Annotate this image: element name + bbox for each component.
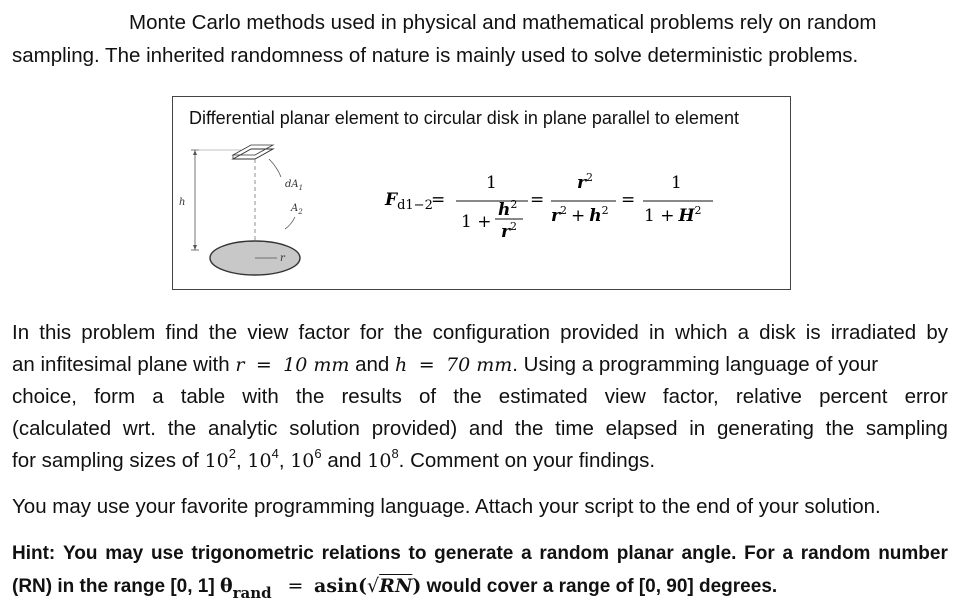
problem-line-4-word: in	[689, 417, 706, 440]
hint-line-1-word: For	[744, 543, 775, 564]
intro-line-2: sampling. The inherited randomness of nature is mainly used to solve deterministic problems.	[12, 44, 859, 67]
problem-line-1-word: problem	[81, 321, 156, 344]
problem-line-2: an infitesimal plane with r = 10 mm and h = 70 mm. Using a programming language of your	[12, 353, 879, 376]
problem-line-3-word: relative	[735, 385, 802, 408]
problem-line-4-word: sampling	[865, 417, 948, 440]
problem-line-1-word: the	[208, 321, 238, 344]
svg-text:r2+h2: $r^2 + h^2$	[551, 204, 609, 226]
problem-line-1-word: view	[247, 321, 289, 344]
problem-line-4	[12, 416, 948, 442]
problem-line-3-word: the	[295, 385, 325, 408]
problem-line-3-word: factor,	[662, 385, 719, 408]
svg-text:r2: $r^2$	[501, 220, 517, 242]
problem-line-1-word: the	[394, 321, 423, 344]
problem-line-3-word: with	[242, 385, 279, 408]
r-label: r	[280, 253, 285, 264]
problem-line-3-word: table	[180, 385, 226, 408]
problem-line-4-word: the	[825, 417, 855, 440]
planar-element-icon	[233, 145, 273, 159]
hint-line-1-word: You	[62, 543, 98, 564]
problem-line-1-word: for	[359, 321, 384, 344]
h-label: h	[179, 197, 186, 208]
problem-line-4-word: provided)	[371, 417, 458, 440]
hint-line-1-word: random	[539, 543, 610, 564]
height-dimension	[179, 150, 241, 250]
hint-line-1-word: Hint:	[12, 543, 56, 564]
problem-line-3-word: of	[418, 385, 437, 408]
hint-line-1-word: may	[105, 543, 144, 564]
figure-box	[172, 96, 791, 290]
problem-line-1-word: by	[926, 321, 948, 344]
problem-line-3-word: estimated	[498, 385, 588, 408]
A2-label: $A_2$	[291, 203, 303, 216]
problem-line-1-word: in	[648, 321, 665, 344]
hint-line-1-word: random	[800, 543, 871, 564]
problem-line-1-word: irradiated	[830, 321, 917, 344]
problem-line-1-word: which	[675, 321, 728, 344]
intro-line-1: Monte Carlo methods used in physical and mathematical problems rely on random	[129, 11, 877, 34]
problem-line-4-word: generating	[716, 417, 814, 440]
problem-line-3-word: error	[904, 385, 948, 408]
problem-line-1	[12, 320, 948, 346]
svg-text:h2: $h^2$	[498, 198, 518, 220]
problem-line-4-word: solution	[289, 417, 360, 440]
svg-text:1 +H2: $1 + H^2$	[644, 204, 702, 226]
view-factor-formula	[384, 171, 713, 242]
problem-line-4-word: elapsed	[605, 417, 678, 440]
problem-line-3-word: view	[604, 385, 646, 408]
problem-line-1-word: configuration	[432, 321, 551, 344]
svg-text:=: =	[431, 190, 446, 210]
problem-line-1-word: provided	[560, 321, 639, 344]
figure-caption: Differential planar element to circular disk in plane parallel to element	[189, 108, 739, 128]
problem-line-4-word: (calculated	[12, 417, 112, 440]
problem-line-1-word: is	[805, 321, 821, 344]
svg-text:=: =	[621, 190, 636, 210]
problem-line-5: for sampling sizes of $10^2$, $10^4$, $10^6$ and $10^8$. Comment on your findings.	[12, 446, 656, 472]
hint-line-1-word: planar	[616, 543, 674, 564]
hint-line-1-word: angle.	[681, 543, 737, 564]
problem-line-3-word: form	[94, 385, 136, 408]
hint-line-1-word: to	[408, 543, 427, 564]
problem-line-3-word: the	[453, 385, 482, 408]
svg-text:1 +: 1 +	[461, 212, 492, 232]
problem-line-4-word: the	[167, 417, 197, 440]
svg-text:=: =	[530, 190, 545, 210]
problem-line-3	[12, 384, 948, 410]
figure-diagram	[173, 97, 789, 288]
problem-line-1-word: this	[39, 321, 72, 344]
problem-line-4-word: the	[514, 417, 544, 440]
hint-line-1-word: a	[521, 543, 532, 564]
hint-line-1-word: use	[150, 543, 184, 564]
problem-line-3-word: a	[152, 385, 164, 408]
problem-line-1-word: disk	[759, 321, 796, 344]
hint-line-1-word: number	[878, 543, 948, 564]
problem-line-3-word: results	[341, 385, 402, 408]
svg-text:r2: $r^2$	[577, 171, 593, 193]
problem-line-4-word: time	[555, 417, 594, 440]
problem-line-4-word: analytic	[207, 417, 278, 440]
hint-line-1-word: trigonometric	[191, 543, 314, 564]
problem-line-1-word: factor	[298, 321, 350, 344]
problem-line-1-word: In	[12, 321, 30, 344]
svg-text:Fd1−2: $F_{d1-2}$	[385, 190, 433, 213]
hint-line-1	[12, 541, 948, 567]
svg-text:1: 1	[671, 173, 682, 193]
language-note: You may use your favorite programming language. Attach your script to the end of your solution.	[12, 495, 881, 518]
dA1-label: $dA_1$	[285, 179, 304, 192]
problem-line-4-word: and	[468, 417, 504, 440]
problem-line-4-word: wrt.	[122, 417, 156, 440]
svg-text:1: 1	[486, 173, 497, 193]
problem-line-3-word: choice,	[12, 385, 77, 408]
hint-line-1-word: a	[782, 543, 794, 564]
problem-line-3-word: percent	[819, 385, 888, 408]
problem-line-1-word: a	[737, 321, 750, 344]
hint-line-1-word: relations	[321, 543, 401, 564]
hint-line-1-word: generate	[434, 543, 514, 564]
hint-line-2: (RN) in the range [0, 1] $\theta_{rand}$ = asin(√RN) would cover a range of [0, 90] degrees.	[12, 575, 778, 602]
problem-line-1-word: find	[165, 321, 199, 344]
